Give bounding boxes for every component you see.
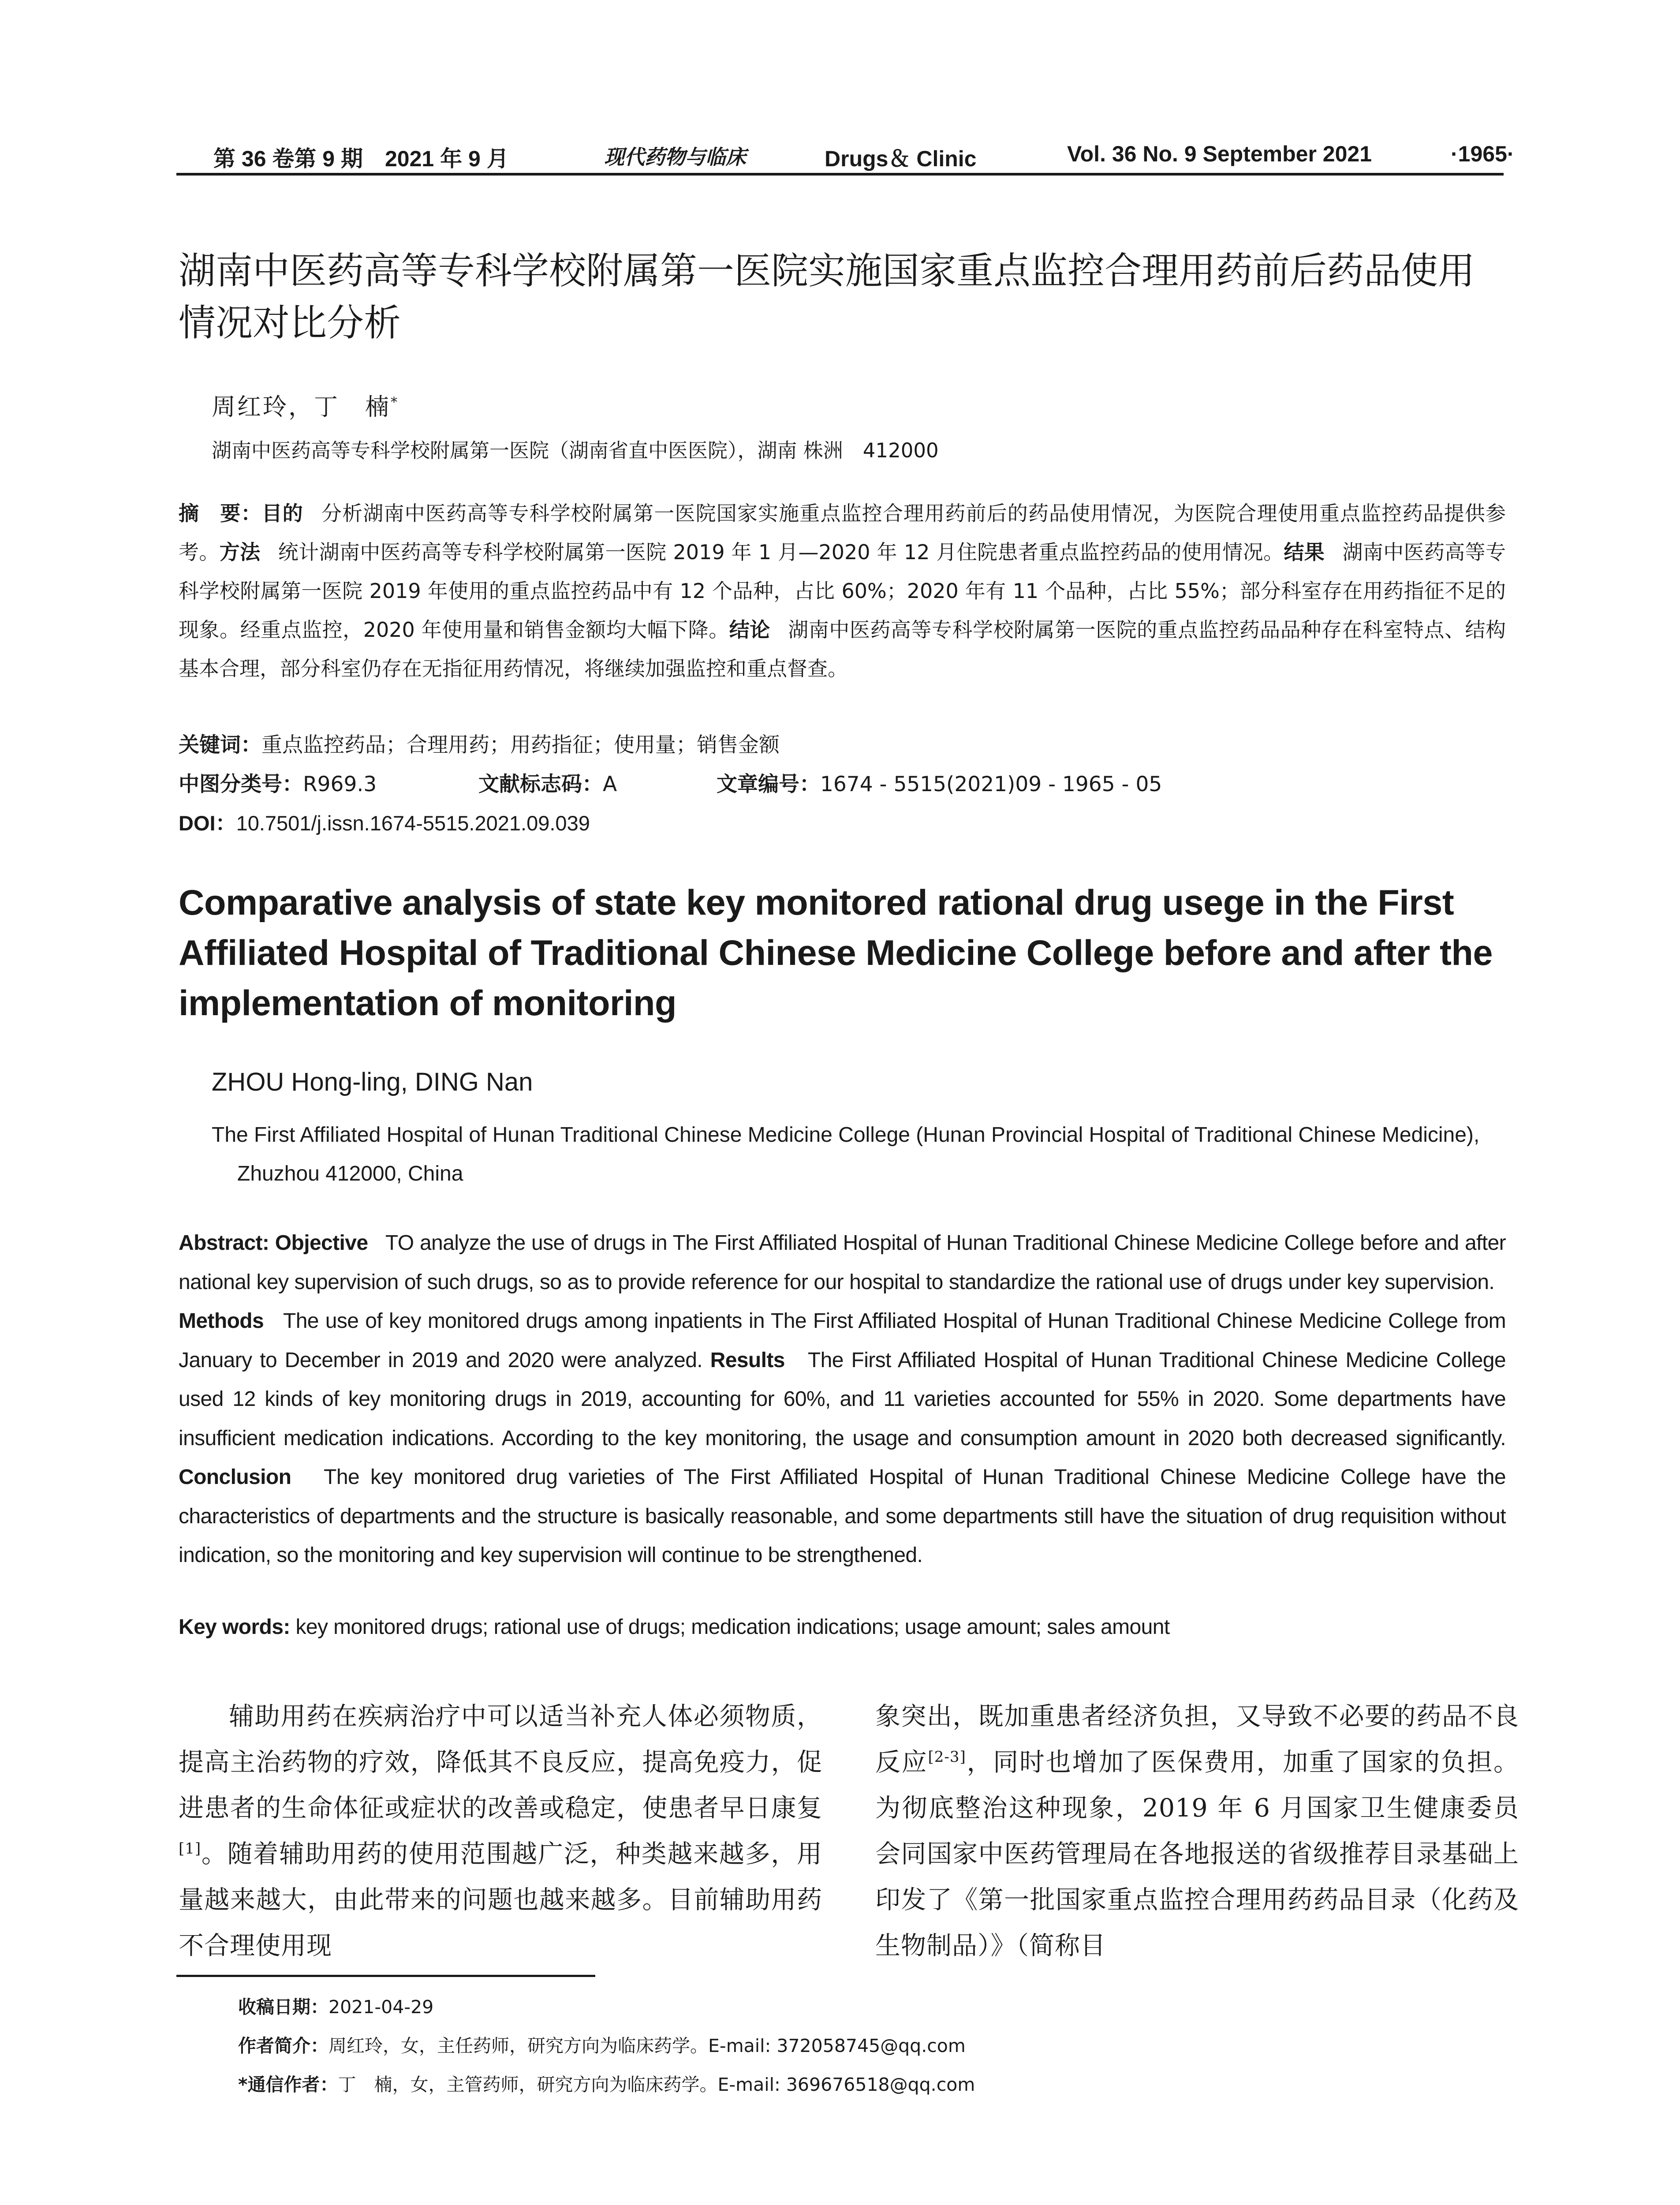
keywords-text-cn: 重点监控药品；合理用药；用药指征；使用量；销售金额 <box>261 733 780 757</box>
objective-text-en: TO analyze the use of drugs in The First Affiliated Hospital of Hunan Traditional Chinese Medicine College before and after national key supervision of such drugs, so as to provide reference for our hospital to standardize the rational use of drugs under key supervision. <box>179 1231 1506 1294</box>
body-right-part1: 象突出，既加重患者经济负担，又导致不必要的药品不良反应 <box>875 1702 1519 1777</box>
doi-line <box>179 807 590 837</box>
body-text-left-column <box>179 1693 822 1969</box>
doc-code: A <box>603 772 617 796</box>
footnote-divider <box>176 1975 595 1977</box>
issue-info-cn: 第 36 卷第 9 期 2021 年 9 月 <box>213 146 509 171</box>
page-number: ·1965· <box>1451 142 1515 166</box>
objective-text-cn: 分析湖南中医药高等专科学校附属第一医院国家实施重点监控合理用药前后的药品使用情况，为医院合理使用重点监控药品提供参考。 <box>179 501 1506 564</box>
corresponding-author-text: 丁 楠，女，主管药师，研究方向为临床药学。E-mail: 369676518@qq.com <box>338 2074 975 2095</box>
corresponding-mark: * <box>391 395 399 410</box>
methods-label-en: Methods <box>179 1309 264 1333</box>
received-date: 2021-04-29 <box>329 1996 434 2018</box>
body-left-part1: 辅助用药在疾病治疗中可以适当补充人体必须物质，提高主治药物的疗效，降低其不良反应，提高免疫力，促进患者的生命体征或症状的改善或稳定，使患者早日康复 <box>179 1702 822 1823</box>
article-title-cn: 湖南中医药高等专科学校附属第一医院实施国家重点监控合理用药前后药品使用情况对比分析 <box>179 249 1475 344</box>
abstract-cn <box>179 494 1506 688</box>
journal-name-cn: 现代药物与临床 <box>604 145 746 169</box>
authors-cn <box>212 388 399 422</box>
abstract-label-cn: 摘 要： <box>179 501 262 525</box>
conclusion-text-en: The key monitored drug varieties of The First Affiliated Hospital of Hunan Traditional Chinese Medicine College have the characteristics of departments and the structure is basically reasonable, and some departments still have the situation of drug requisition without indication, so the monitoring and key supervision will continue to be strengthened. <box>179 1465 1506 1567</box>
affiliation-cn: 湖南中医药高等专科学校附属第一医院（湖南省直中医医院），湖南 株洲 412000 <box>212 439 939 462</box>
running-header <box>176 138 1515 176</box>
article-title-en: Comparative analysis of state key monitored rational drug usege in the First Affiliated Hospital of Traditional Chinese Medicine College before and after the implementation of monitoring <box>179 883 1493 1023</box>
abstract-label-en: Abstract: <box>179 1231 269 1255</box>
methods-text-en: The use of key monitored drugs among inpatients in The First Affiliated Hospital of Hunan Traditional Chinese Medicine College from January to December in 2019 and 2020 were analyzed. <box>179 1309 1506 1372</box>
author-bio-text: 周红玲，女，主任药师，研究方向为临床药学。E-mail: 372058745@qq.com <box>329 2035 966 2056</box>
doi-link[interactable]: 10.7501/j.issn.1674-5515.2021.09.039 <box>236 811 590 835</box>
citation-ref-2-3[interactable]: [2-3] <box>928 1748 966 1766</box>
keywords-label-en: Key words: <box>179 1615 290 1639</box>
received-label: 收稿日期： <box>238 1996 329 2018</box>
journal-name-en: Drugs＆ Clinic <box>825 146 977 171</box>
clc-label: 中图分类号： <box>179 772 303 796</box>
volume-info-en: Vol. 36 No. 9 September 2021 <box>1067 142 1372 166</box>
keywords-cn <box>179 729 780 758</box>
methods-text-cn: 统计湖南中医药高等专科学校附属第一医院 2019 年 1 月—2020 年 12 月住院患者重点监控药品的使用情况。 <box>278 540 1284 564</box>
keywords-label-cn: 关键词： <box>179 733 261 757</box>
footnote-received <box>238 1992 433 2018</box>
author-bio-label: 作者简介： <box>238 2035 329 2056</box>
conclusion-label-en: Conclusion <box>179 1465 291 1489</box>
objective-label-cn: 目的 <box>261 501 303 525</box>
body-right-part2: ，同时也增加了医保费用，加重了国家的负担。为彻底整治这种现象，2019 年 6 月国家卫生健康委员会同国家中医药管理局在各地报送的省级推荐目录基础上印发了《第一批国家重点监控合理用药药品目录（化药及生物制品）》（简称目 <box>875 1748 1519 1960</box>
article-number: 1674 - 5515(2021)09 - 1965 - 05 <box>820 772 1162 796</box>
authors-en: ZHOU Hong-ling, DING Nan <box>212 1068 533 1096</box>
keywords-text-en: key monitored drugs; rational use of drugs; medication indications; usage amount; sales amount <box>295 1615 1170 1639</box>
doi-label: DOI： <box>179 811 236 835</box>
body-left-part2: 。随着辅助用药的使用范围越广泛，种类越来越多，用量越来越大，由此带来的问题也越来越多。目前辅助用药不合理使用现 <box>179 1839 822 1960</box>
results-text-cn: 湖南中医药高等专科学校附属第一医院 2019 年使用的重点监控药品中有 12 个品种，占比 60%；2020 年有 11 个品种，占比 55%；部分科室存在用药指征不足的现象。经重点监控，2020 年使用量和销售金额均大幅下降。 <box>179 540 1506 642</box>
affiliation-en: The First Affiliated Hospital of Hunan Traditional Chinese Medicine College (Hunan Provincial Hospital of Traditional Chinese Medicine), Zhuzhou 412000, China <box>212 1123 1480 1185</box>
objective-label-en: Objective <box>275 1231 368 1255</box>
footnote-author-bio <box>238 2031 966 2057</box>
results-text-en: The First Affiliated Hospital of Hunan Traditional Chinese Medicine College used 12 kinds of key monitoring drugs in 2019, accounting for 60%, and 11 varieties accounted for 55% in 2020. Some departments have insufficient medication indications. According to the key monitoring, the usage and consumption amount in 2020 both decreased significantly. <box>179 1348 1506 1450</box>
conclusion-label-cn: 结论 <box>729 618 770 642</box>
clc-code: R969.3 <box>303 772 377 796</box>
keywords-en <box>179 1615 1170 1639</box>
conclusion-text-cn: 湖南中医药高等专科学校附属第一医院的重点监控药品品种存在科室特点、结构基本合理，部分科室仍存在无指征用药情况，将继续加强监控和重点督查。 <box>179 618 1506 680</box>
body-text-right-column <box>875 1693 1519 1969</box>
corresponding-author-label: *通信作者： <box>238 2074 338 2095</box>
classification-line <box>179 768 1162 797</box>
article-number-label: 文章编号： <box>717 772 820 796</box>
results-label-cn: 结果 <box>1284 540 1325 564</box>
methods-label-cn: 方法 <box>219 540 261 564</box>
citation-ref-1[interactable]: [1] <box>179 1840 202 1857</box>
results-label-en: Results <box>710 1348 785 1372</box>
abstract-en <box>179 1224 1506 1575</box>
doc-code-label: 文献标志码： <box>478 772 603 796</box>
footnote-corresponding-author <box>238 2070 975 2096</box>
author-names-cn: 周红玲，丁 楠 <box>212 393 391 421</box>
